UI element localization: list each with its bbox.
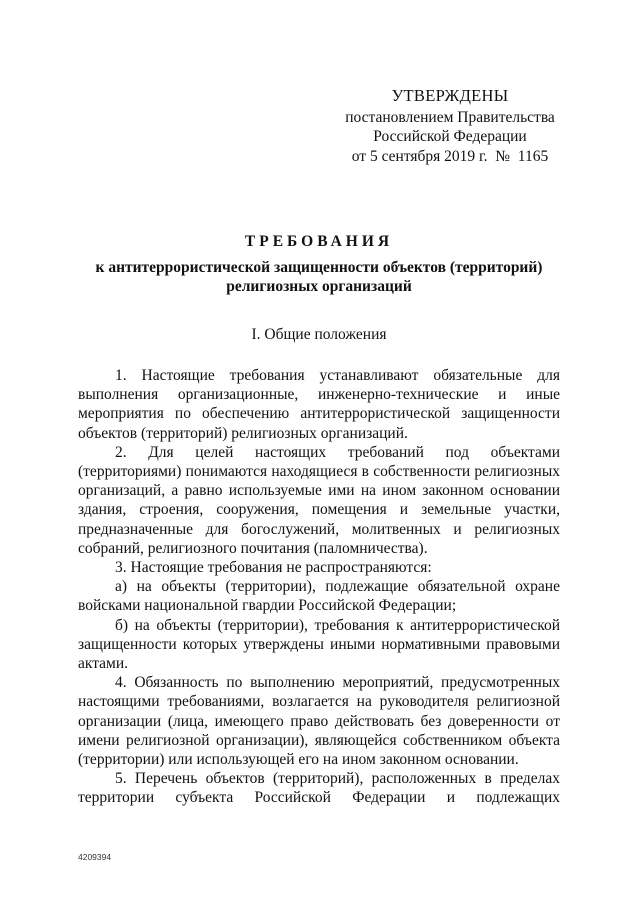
subtitle-line-1: к антитеррористической защищенности объектов (территорий) <box>95 259 543 276</box>
paragraph-3: 3. Настоящие требования не распространяются: <box>115 559 432 577</box>
paragraph-4: 4. Обязанность по выполнению мероприятий, предусмотренных настоящими требованиями, возлагается на руководителя религиозной организации (лица, имеющего право действовать без доверенности от имени религиозной организации), являющейся собственником объекта (территории) или использующей его на ином законном основании. <box>78 674 560 769</box>
paragraph-2: 2. Для целей настоящих требований под объектами (территориями) понимаются находящиеся в собственности религиозных организаций, а равно используемые ими на ином законном основании здания, строения, сооружения, помещения и земельные участки, предназначенные для богослужений, молитвенных и религиозных собраний, религиозного почитания (паломничества). <box>78 443 560 557</box>
subtitle-line-2: религиозных организаций <box>226 278 412 295</box>
paragraph-3a: а) на объекты (территории), подлежащие обязательной охране войсками национальной гвардии Российской Федерации; <box>78 578 560 615</box>
document-subtitle <box>78 258 560 296</box>
approval-heading: УТВЕРЖДЕНЫ <box>391 86 509 105</box>
section-heading: I. Общие положения <box>251 326 387 343</box>
approval-line-2: Российской Федерации <box>373 128 527 145</box>
paragraph-1: 1. Настоящие требования устанавливают обязательные для выполнения организационные, инженерно-технические и иные мероприятия по обеспечению антитеррористической защищенности объектов (территорий) религиозных организаций. <box>78 367 560 442</box>
approval-line-1: постановлением Правительства <box>345 108 555 126</box>
approval-date-line: от 5 сентября 2019 г. № 1165 <box>351 147 549 165</box>
paragraph-5: 5. Перечень объектов (территорий), расположенных в пределах территории субъекта Российской Федерации и подлежащих <box>78 770 560 807</box>
document-code: 4209394 <box>78 852 112 862</box>
document-body <box>78 366 560 808</box>
document-title: ТРЕБОВАНИЯ <box>244 233 394 250</box>
paragraph-3b: б) на объекты (территории), требования к антитеррористической защищенности которых утверждены иными нормативными правовыми актами. <box>78 616 560 673</box>
approval-stamp <box>340 86 560 166</box>
